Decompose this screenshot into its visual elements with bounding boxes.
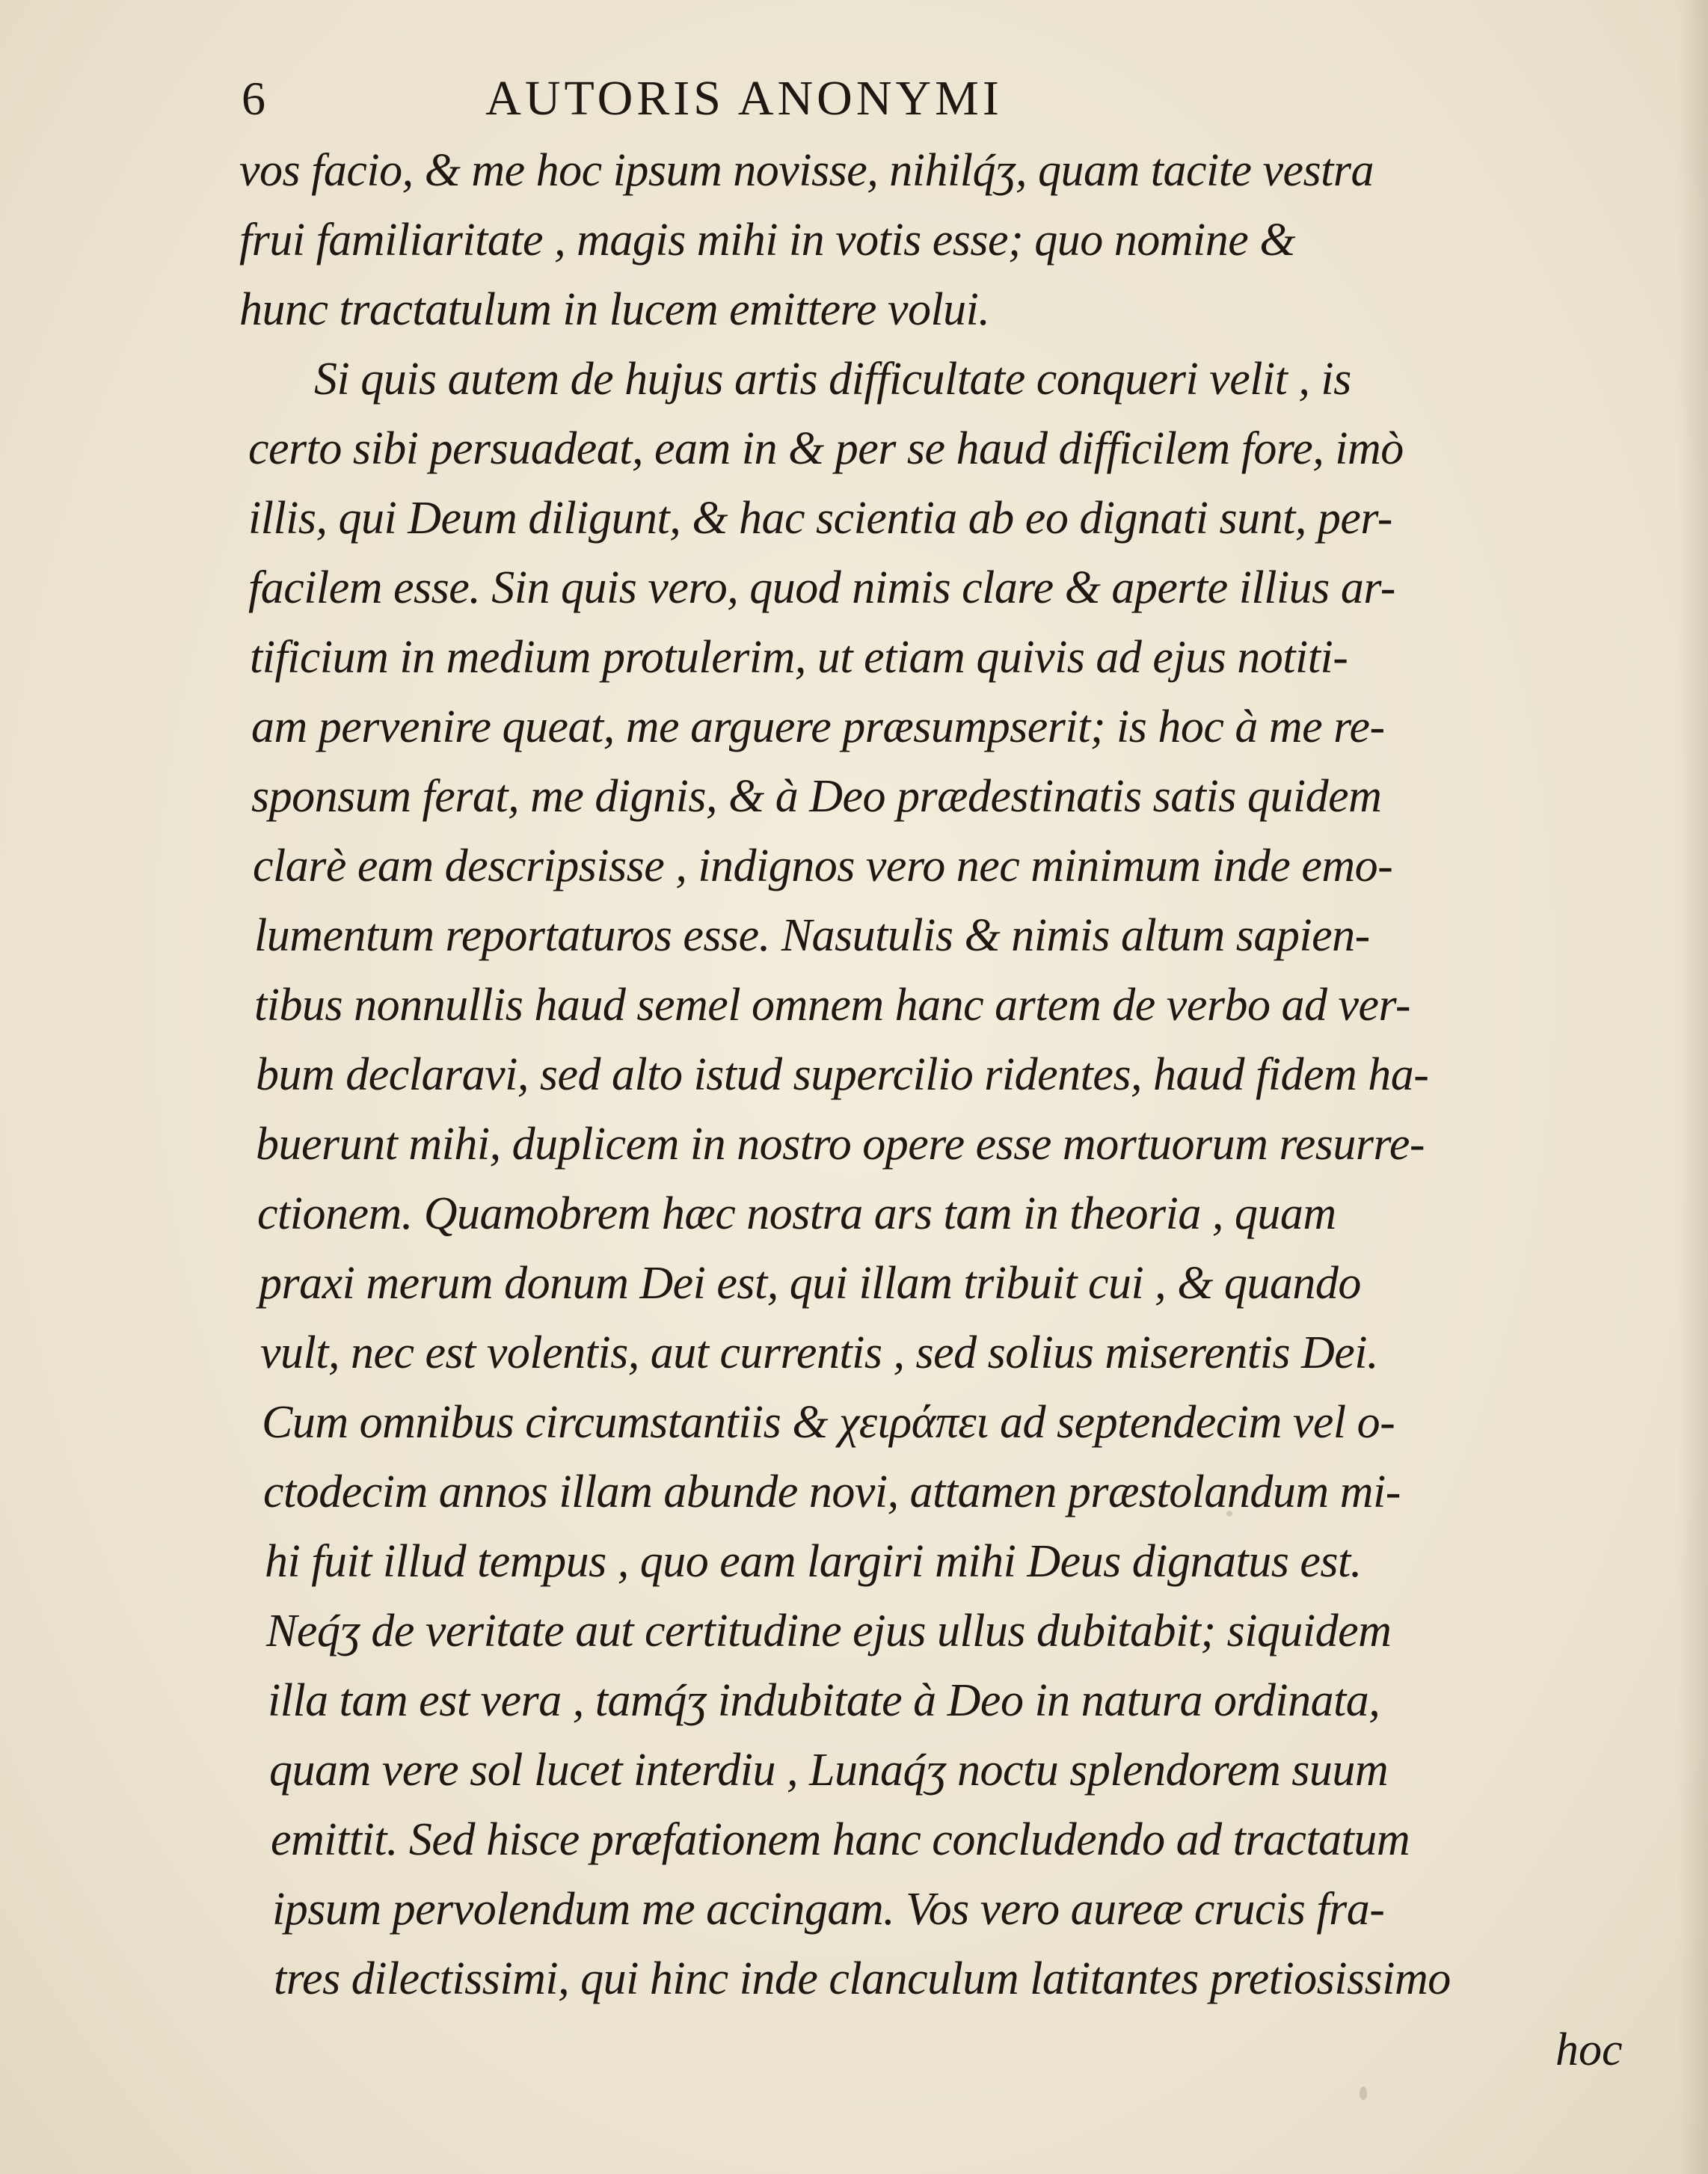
text-line: certo sibi persuadeat, eam in & per se haud difficilem fore, imò [248,423,1404,474]
text-line: tificium in medium protulerim, ut etiam quivis ad ejus notiti- [250,632,1348,683]
text-line: emittit. Sed hisce præfationem hanc concludendo ad tractatum [271,1814,1410,1865]
body-text [239,136,1630,2014]
text-line: clarè eam descripsisse , indignos vero nec minimum inde emo- [253,841,1393,891]
text-line: illa tam est vera , tamq́ʒ indubitate à Deo in natura ordinata, [268,1675,1380,1726]
text-line: ctodecim annos illam abunde novi, attamen præstolandum mi- [263,1467,1401,1517]
text-line: hunc tractatulum in lucem emittere volui. [239,284,990,335]
text-line: facilem esse. Sin quis vero, quod nimis clare & aperte illius ar- [248,562,1395,613]
text-line: am pervenire queat, me arguere præsumpserit; is hoc à me re- [251,701,1385,752]
text-line: tres dilectissimi, qui hinc inde clanculum latitantes pretiosissimo [274,1953,1451,2004]
page-header [236,69,1253,129]
text-line: quam vere sol lucet interdiu , Lunaq́ʒ noctu splendorem suum [269,1745,1389,1796]
text-line: praxi merum donum Dei est, qui illam tribuit cui , & quando [259,1258,1361,1309]
page-number: 6 [242,72,265,125]
text-line: vult, nec est volentis, aut currentis , sed solius miserentis Dei. [260,1327,1378,1378]
text-line: bum declaravi, sed alto istud supercilio ridentes, haud fidem ha- [256,1049,1429,1100]
text-line: lumentum reportaturos esse. Nasutulis & nimis altum sapien- [254,910,1370,961]
text-line: hi fuit illud tempus , quo eam largiri mihi Deus dignatus est. [265,1536,1362,1587]
text-line: illis, qui Deum diligunt, & hac scientia ab eo dignati sunt, per- [248,493,1392,544]
text-line: frui familiaritate , magis mihi in votis esse; quo nomine & [239,215,1295,265]
text-line: ipsum pervolendum me accingam. Vos vero aureæ crucis fra- [272,1884,1385,1935]
gutter-shadow [1678,0,1708,2174]
catchword: hoc [1555,2024,1623,2075]
text-line: buerunt mihi, duplicem in nostro opere esse mortuorum resurre- [256,1119,1425,1170]
running-title: AUTORIS ANONYMI [485,71,1003,126]
text-line: Neq́ʒ de veritate aut certitudine ejus ullus dubitabit; siquidem [266,1606,1392,1656]
paper-spot [1360,2087,1367,2100]
text-line: ctionem. Quamobrem hæc nostra ars tam in theoria , quam [257,1188,1336,1239]
text-line: Si quis autem de hujus artis difficultate conqueri velit , is [314,354,1351,405]
text-line: tibus nonnullis haud semel omnem hanc artem de verbo ad ver- [254,980,1411,1031]
text-line: Cum omnibus circumstantiis & χειράπει ad septendecim vel o- [262,1397,1395,1448]
text-line: vos facio, & me hoc ipsum novisse, nihilq́ʒ, quam tacite vestra [239,145,1374,196]
text-line: sponsum ferat, me dignis, & à Deo prædestinatis satis quidem [251,771,1382,822]
